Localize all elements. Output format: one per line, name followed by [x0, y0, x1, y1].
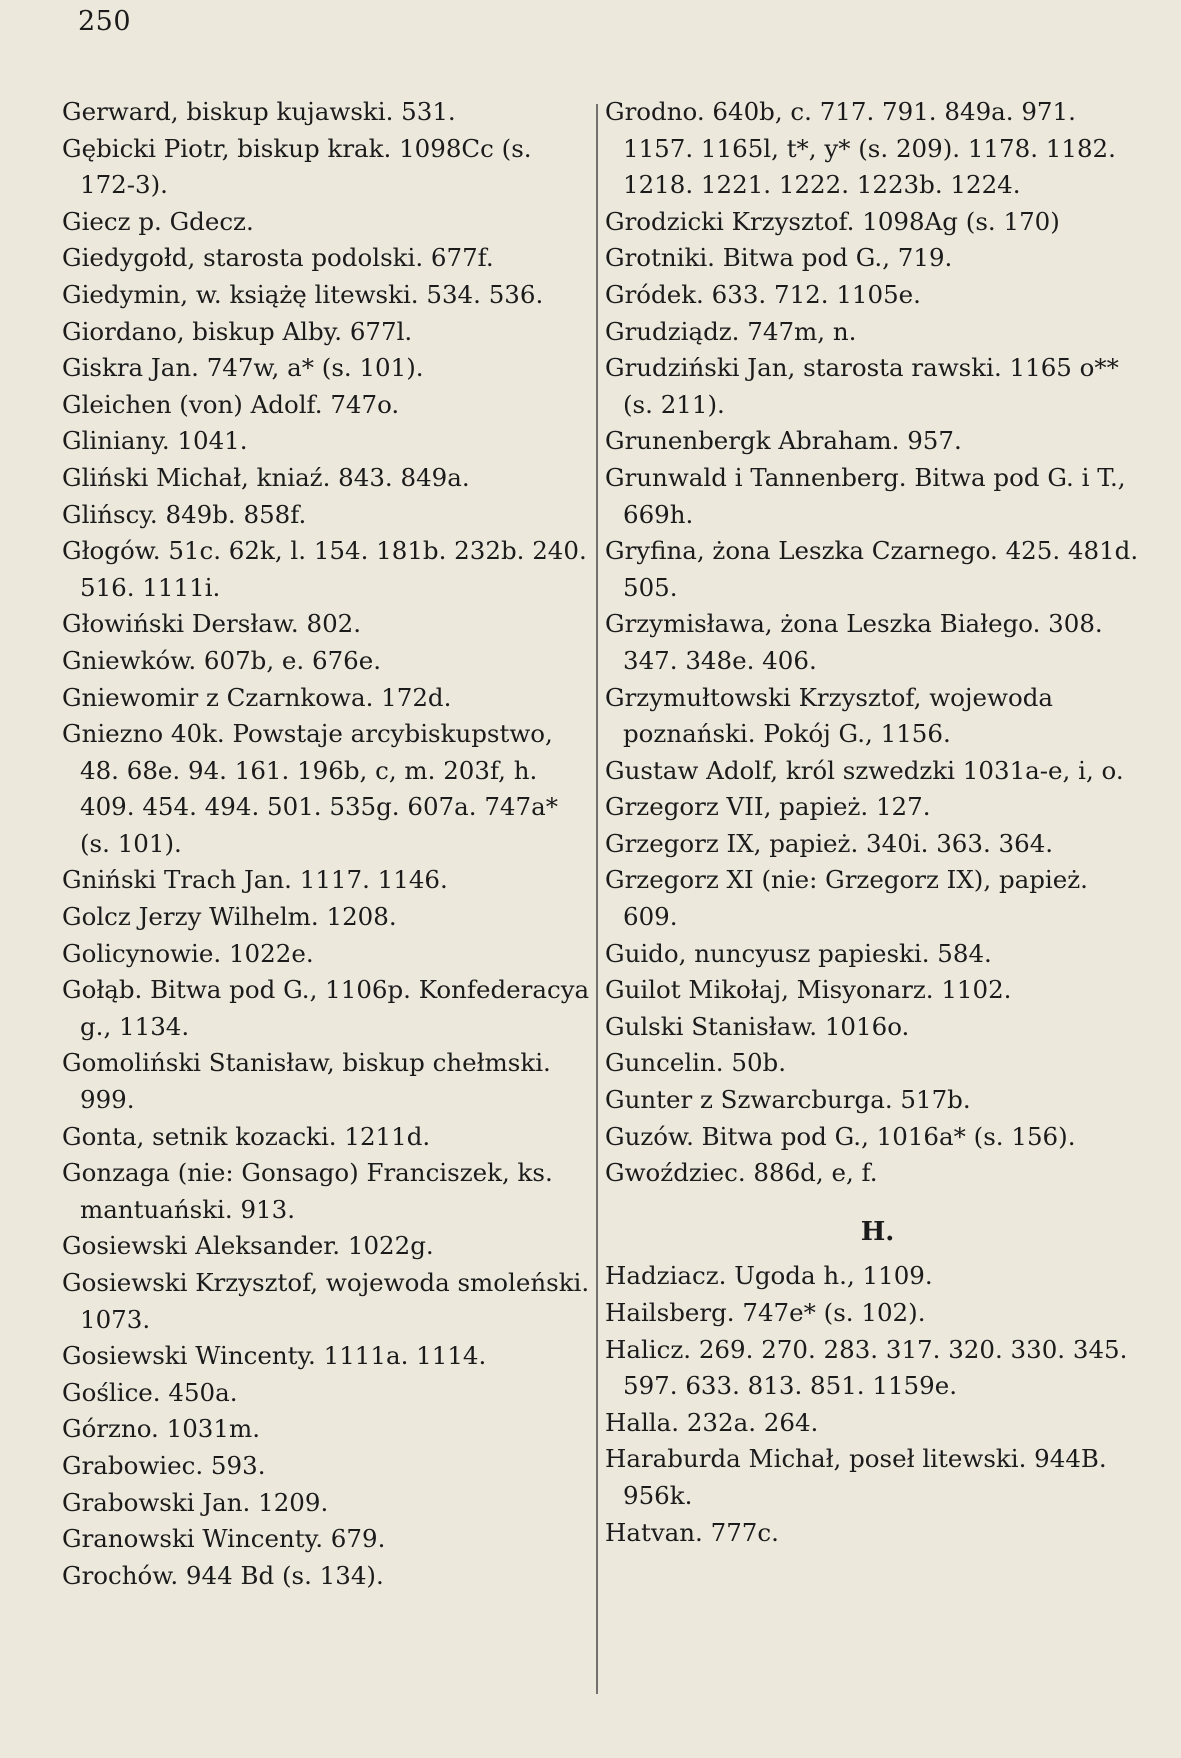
index-entry: Goślice. 450a.: [62, 1377, 238, 1407]
index-entry: Grzymułtowski Krzysztof, wojewoda poznański. Pokój G., 1156.: [605, 682, 1054, 749]
index-entry: Gwoździec. 886d, e, f.: [605, 1158, 878, 1188]
index-entry: Gródek. 633. 712. 1105e.: [605, 279, 921, 309]
index-entry: Hailsberg. 747e* (s. 102).: [605, 1298, 926, 1327]
index-entry: Gosiewski Krzysztof, wojewoda smoleński. 1073.: [62, 1268, 590, 1334]
index-entry: Giordano, biskup Alby. 677l.: [62, 316, 413, 346]
index-entry: Górzno. 1031m.: [62, 1414, 260, 1444]
index-entry: Gerward, biskup kujawski. 531.: [62, 97, 456, 126]
index-entry: Gryfina, żona Leszka Czarnego. 425. 481d. 505.: [605, 536, 1139, 602]
index-entry: Grodno. 640b, c. 717. 791. 849a. 971. 1157. 1165l, t*, y* (s. 209). 1178. 1182. 1218. 1221. 1222. 1223b. 1224.: [605, 97, 1116, 200]
index-entry: Grzymisława, żona Leszka Białego. 308. 347. 348e. 406.: [605, 609, 1103, 675]
index-entry: Gliński Michał, kniaź. 843. 849a.: [62, 462, 470, 492]
index-entry: Gomoliński Stanisław, biskup chełmski. 999.: [62, 1048, 551, 1115]
index-entry: Halicz. 269. 270. 283. 317. 320. 330. 345. 597. 633. 813. 851. 1159e.: [605, 1334, 1128, 1401]
index-entry: Gosiewski Wincenty. 1111a. 1114.: [62, 1341, 487, 1371]
index-entry: Giskra Jan. 747w, a* (s. 101).: [62, 353, 424, 383]
index-entry: Giecz p. Gdecz.: [62, 206, 254, 236]
index-entry: Grzegorz XI (nie: Grzegorz IX), papież. 609.: [605, 865, 1088, 932]
index-entry: Gulski Stanisław. 1016o.: [605, 1011, 910, 1041]
index-entry: Grzegorz VII, papież. 127.: [605, 792, 931, 822]
index-entry: Gniński Trach Jan. 1117. 1146.: [62, 865, 448, 895]
section-heading: H.: [860, 1216, 895, 1247]
index-entry: Granowski Wincenty. 679.: [62, 1524, 386, 1554]
index-entry: Gonta, setnik kozacki. 1211d.: [62, 1121, 431, 1151]
index-entry: Głogów. 51c. 62k, l. 154. 181b. 232b. 240. 516. 1111i.: [62, 536, 587, 602]
index-entry: Grotniki. Bitwa pod G., 719.: [605, 243, 953, 273]
index-column-right: [605, 94, 1150, 1551]
index-entry: Guido, nuncyusz papieski. 584.: [605, 938, 992, 968]
index-entry: Gunter z Szwarcburga. 517b.: [605, 1085, 971, 1115]
index-entry: Gleichen (von) Adolf. 747o.: [62, 389, 400, 419]
index-entry: Grudziński Jan, starosta rawski. 1165 o** (s. 211).: [605, 353, 1119, 419]
index-entry: Haraburda Michał, poseł litewski. 944B. 956k.: [605, 1444, 1107, 1510]
index-entry: Guncelin. 50b.: [605, 1048, 787, 1078]
index-entry: Grabowski Jan. 1209.: [62, 1487, 329, 1517]
column-divider: [596, 104, 598, 1694]
index-entry: Gębicki Piotr, biskup krak. 1098Cc (s. 172-3).: [62, 133, 532, 200]
index-entry: Gustaw Adolf, król szwedzki 1031a-e, i, o.: [605, 755, 1124, 785]
index-entry: Grzegorz IX, papież. 340i. 363. 364.: [605, 828, 1054, 858]
index-entry: Grunwald i Tannenberg. Bitwa pod G. i T., 669h.: [605, 462, 1126, 529]
index-entry: Giedygołd, starosta podolski. 677f.: [62, 243, 494, 273]
index-entry: Grabowiec. 593.: [62, 1450, 266, 1480]
index-entry: Golicynowie. 1022e.: [62, 938, 314, 968]
index-entry: Grochów. 944 Bd (s. 134).: [62, 1560, 384, 1590]
index-entry: Hadziacz. Ugoda h., 1109.: [605, 1261, 933, 1291]
index-entry: Giedymin, w. książę litewski. 534. 536.: [62, 279, 544, 309]
index-entry: Halla. 232a. 264.: [605, 1407, 819, 1437]
index-entry: Glińscy. 849b. 858f.: [62, 499, 307, 529]
page-number: 250: [78, 6, 132, 37]
index-entry: Hatvan. 777c.: [605, 1517, 779, 1547]
index-entry: Głowiński Dersław. 802.: [62, 609, 362, 639]
index-entry: Gosiewski Aleksander. 1022g.: [62, 1231, 434, 1261]
index-entry: Gonzaga (nie: Gonsago) Franciszek, ks. mantuański. 913.: [62, 1158, 553, 1224]
index-entry: Grudziądz. 747m, n.: [605, 316, 857, 346]
index-entry: Gniezno 40k. Powstaje arcybiskupstwo, 48. 68e. 94. 161. 196b, c, m. 203f, h. 409. 454. 494. 501. 535g. 607a. 747a* (s. 101).: [62, 719, 558, 858]
index-entry: Gniewomir z Czarnkowa. 172d.: [62, 682, 452, 712]
index-entry: Grodzicki Krzysztof. 1098Ag (s. 170): [605, 206, 1060, 236]
index-column-left: [62, 94, 592, 1594]
index-entry: Gniewków. 607b, e. 676e.: [62, 645, 382, 675]
index-entry: Guzów. Bitwa pod G., 1016a* (s. 156).: [605, 1121, 1076, 1151]
index-entry: Guilot Mikołaj, Misyonarz. 1102.: [605, 975, 1012, 1005]
index-entry: Golcz Jerzy Wilhelm. 1208.: [62, 902, 397, 932]
index-entry: Grunenbergk Abraham. 957.: [605, 426, 962, 456]
index-entry: Gliniany. 1041.: [62, 426, 248, 456]
index-entry: Gołąb. Bitwa pod G., 1106p. Konfederacya g., 1134.: [62, 975, 590, 1041]
